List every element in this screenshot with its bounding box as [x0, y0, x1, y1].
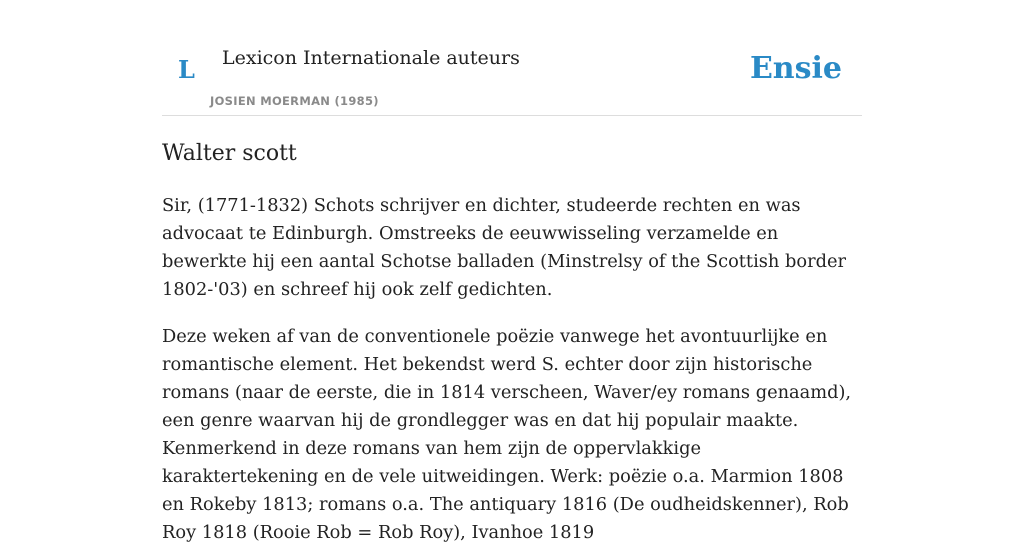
article-paragraph-1: Sir, (1771-1832) Schots schrijver en dichter, studeerde rechten en was advocaat te Edinburgh. Omstreeks de eeuwwisseling verzamelde en bewerkte hij een aantal Schotse balladen (Minstrelsy of the Scottish border 1802-'03) en schreef hij ook zelf gedichten.: [162, 195, 846, 300]
page-header: [162, 0, 862, 116]
book-author: JOSIEN MOERMAN (1985): [210, 94, 379, 108]
article: [162, 138, 862, 547]
book-title-link[interactable]: Lexicon Internationale auteurs: [222, 47, 520, 69]
ensie-logo[interactable]: Ensie: [749, 51, 842, 86]
article-paragraph-2: Deze weken af van de conventionele poëzie vanwege het avontuurlijke en romantische element. Het bekendst werd S. echter door zijn historische romans (naar de eerste, die in 1814 verscheen, Waver/ey romans genaamd), een genre waarvan hij de grondlegger was en dat hij populair maakte. Kenmerkend in deze romans van hem zijn de oppervlakkige karaktertekening en de vele uitweidingen. Werk: poëzie o.a. Marmion 1808 en Rokeby 1813; romans o.a. The antiquary 1816 (De oudheidskenner), Rob Roy 1818 (Rooie Rob = Rob Roy), Ivanhoe 1819: [162, 326, 852, 543]
lexicon-logo-letter[interactable]: L: [178, 55, 195, 84]
article-title: Walter scott: [162, 141, 297, 166]
